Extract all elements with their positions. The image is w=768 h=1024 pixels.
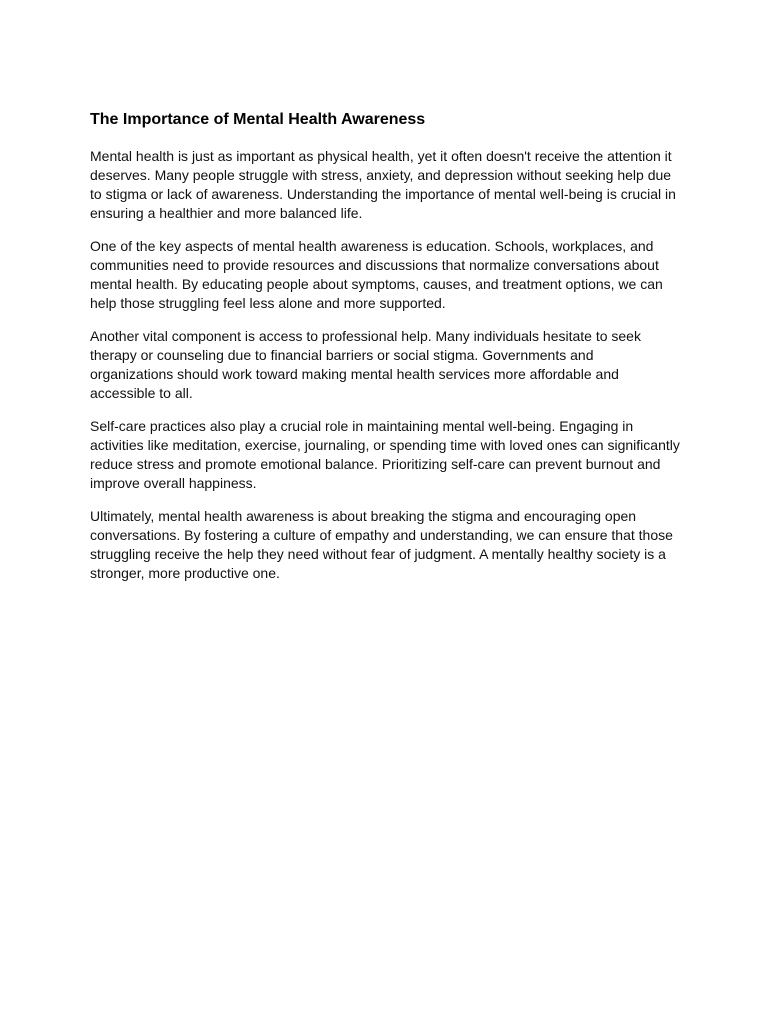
document-title: The Importance of Mental Health Awareness [90,111,426,128]
document-body [90,109,680,597]
paragraph-intro: Mental health is just as important as physical health, yet it often doesn't receive the attention it deserves. Many people struggle with stress, anxiety, and depression without seeking help due to stigma or lack of awareness. Understanding the importance of mental well-being is crucial in ensuring a healthier and more balanced life. [90,148,676,221]
paragraph-self-care: Self-care practices also play a crucial role in maintaining mental well-being. Engaging in activities like meditation, exercise, journaling, or spending time with loved ones can significantly reduce stress and promote emotional balance. Prioritizing self-care can prevent burnout and improve overall happiness. [90,418,680,491]
paragraph-conclusion: Ultimately, mental health awareness is about breaking the stigma and encouraging open conversations. By fostering a culture of empathy and understanding, we can ensure that those struggling receive the help they need without fear of judgment. A mentally healthy society is a stronger, more productive one. [90,508,673,581]
paragraph-education: One of the key aspects of mental health awareness is education. Schools, workplaces, and communities need to provide resources and discussions that normalize conversations about mental health. By educating people about symptoms, causes, and treatment options, we can help those struggling feel less alone and more supported. [90,238,663,311]
paragraph-professional-help: Another vital component is access to professional help. Many individuals hesitate to seek therapy or counseling due to financial barriers or social stigma. Governments and organizations should work toward making mental health services more affordable and accessible to all. [90,328,641,401]
